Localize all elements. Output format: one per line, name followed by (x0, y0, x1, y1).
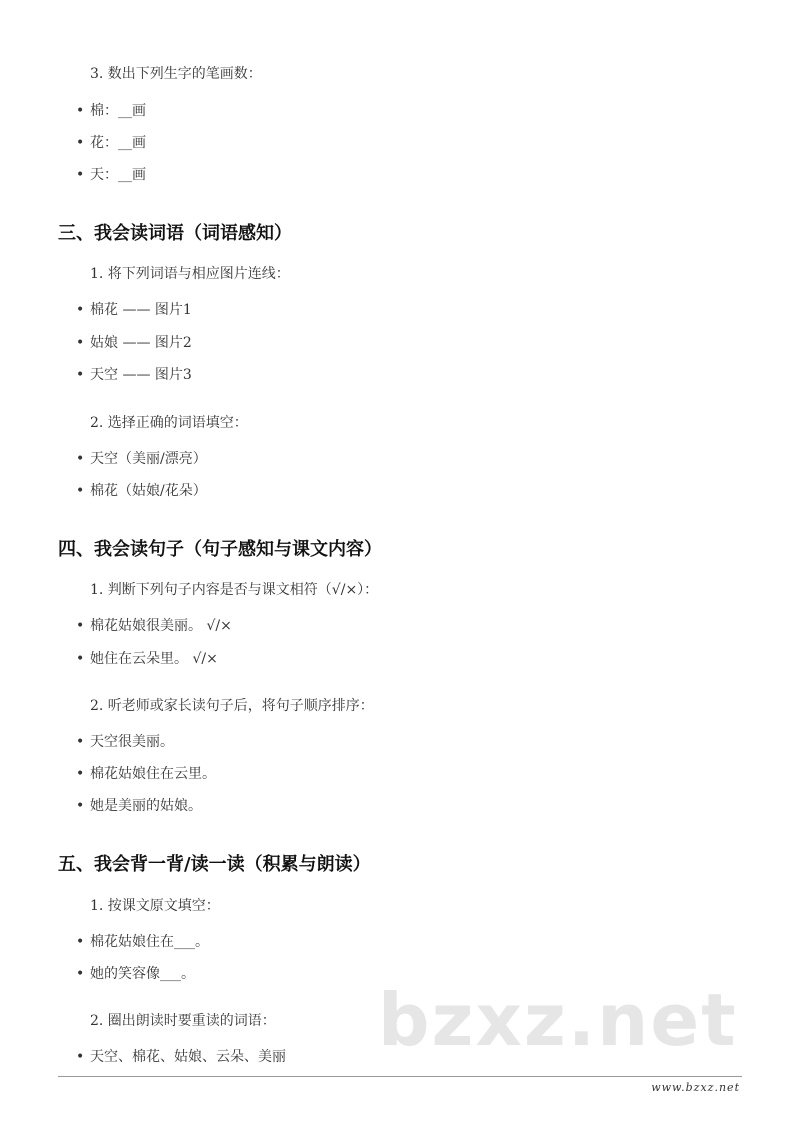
question-1-recite: 1. 按课文原文填空： (90, 898, 220, 914)
footer-divider (58, 1076, 742, 1077)
section-heading-4: 四、我会读句子（句子感知与课文内容） (58, 539, 382, 560)
list-item: • 棉花 —— 图片1 (76, 302, 192, 318)
question-2-circle: 2. 圈出朗读时要重读的词语： (90, 1013, 276, 1029)
list-item: • 天空 —— 图片3 (76, 367, 192, 383)
list-item: • 花：__画 (76, 135, 146, 151)
question-3-stroke-count: 3. 数出下列生字的笔画数： (90, 66, 262, 82)
list-item: • 天：__画 (76, 167, 146, 183)
footer-url: www.bzxz.net (651, 1081, 740, 1094)
question-1-match: 1. 将下列词语与相应图片连线： (90, 266, 290, 282)
list-item: • 她的笑容像___。 (76, 966, 195, 982)
list-item: • 姑娘 —— 图片2 (76, 335, 192, 351)
list-item: • 天空、棉花、姑娘、云朵、美丽 (76, 1049, 286, 1065)
section-heading-5: 五、我会背一背/读一读（积累与朗读） (58, 854, 371, 875)
list-item: • 她住在云朵里。 √/× (76, 651, 218, 667)
list-item: • 天空（美丽/漂亮） (76, 451, 207, 467)
list-item: • 天空很美丽。 (76, 734, 174, 750)
question-1-judge: 1. 判断下列句子内容是否与课文相符（√/×）： (90, 582, 379, 598)
list-item: • 棉花（姑娘/花朵） (76, 483, 207, 499)
list-item: • 棉花姑娘住在___。 (76, 934, 209, 950)
list-item: • 棉花姑娘很美丽。 √/× (76, 618, 232, 634)
watermark: bzxz.net (378, 978, 738, 1062)
list-item: • 她是美丽的姑娘。 (76, 798, 202, 814)
question-2-order: 2. 听老师或家长读句子后，将句子顺序排序： (90, 698, 374, 714)
question-2-fill: 2. 选择正确的词语填空： (90, 415, 248, 431)
section-heading-3: 三、我会读词语（词语感知） (58, 223, 292, 244)
list-item: • 棉花姑娘住在云里。 (76, 766, 216, 782)
list-item: • 棉：__画 (76, 103, 146, 119)
